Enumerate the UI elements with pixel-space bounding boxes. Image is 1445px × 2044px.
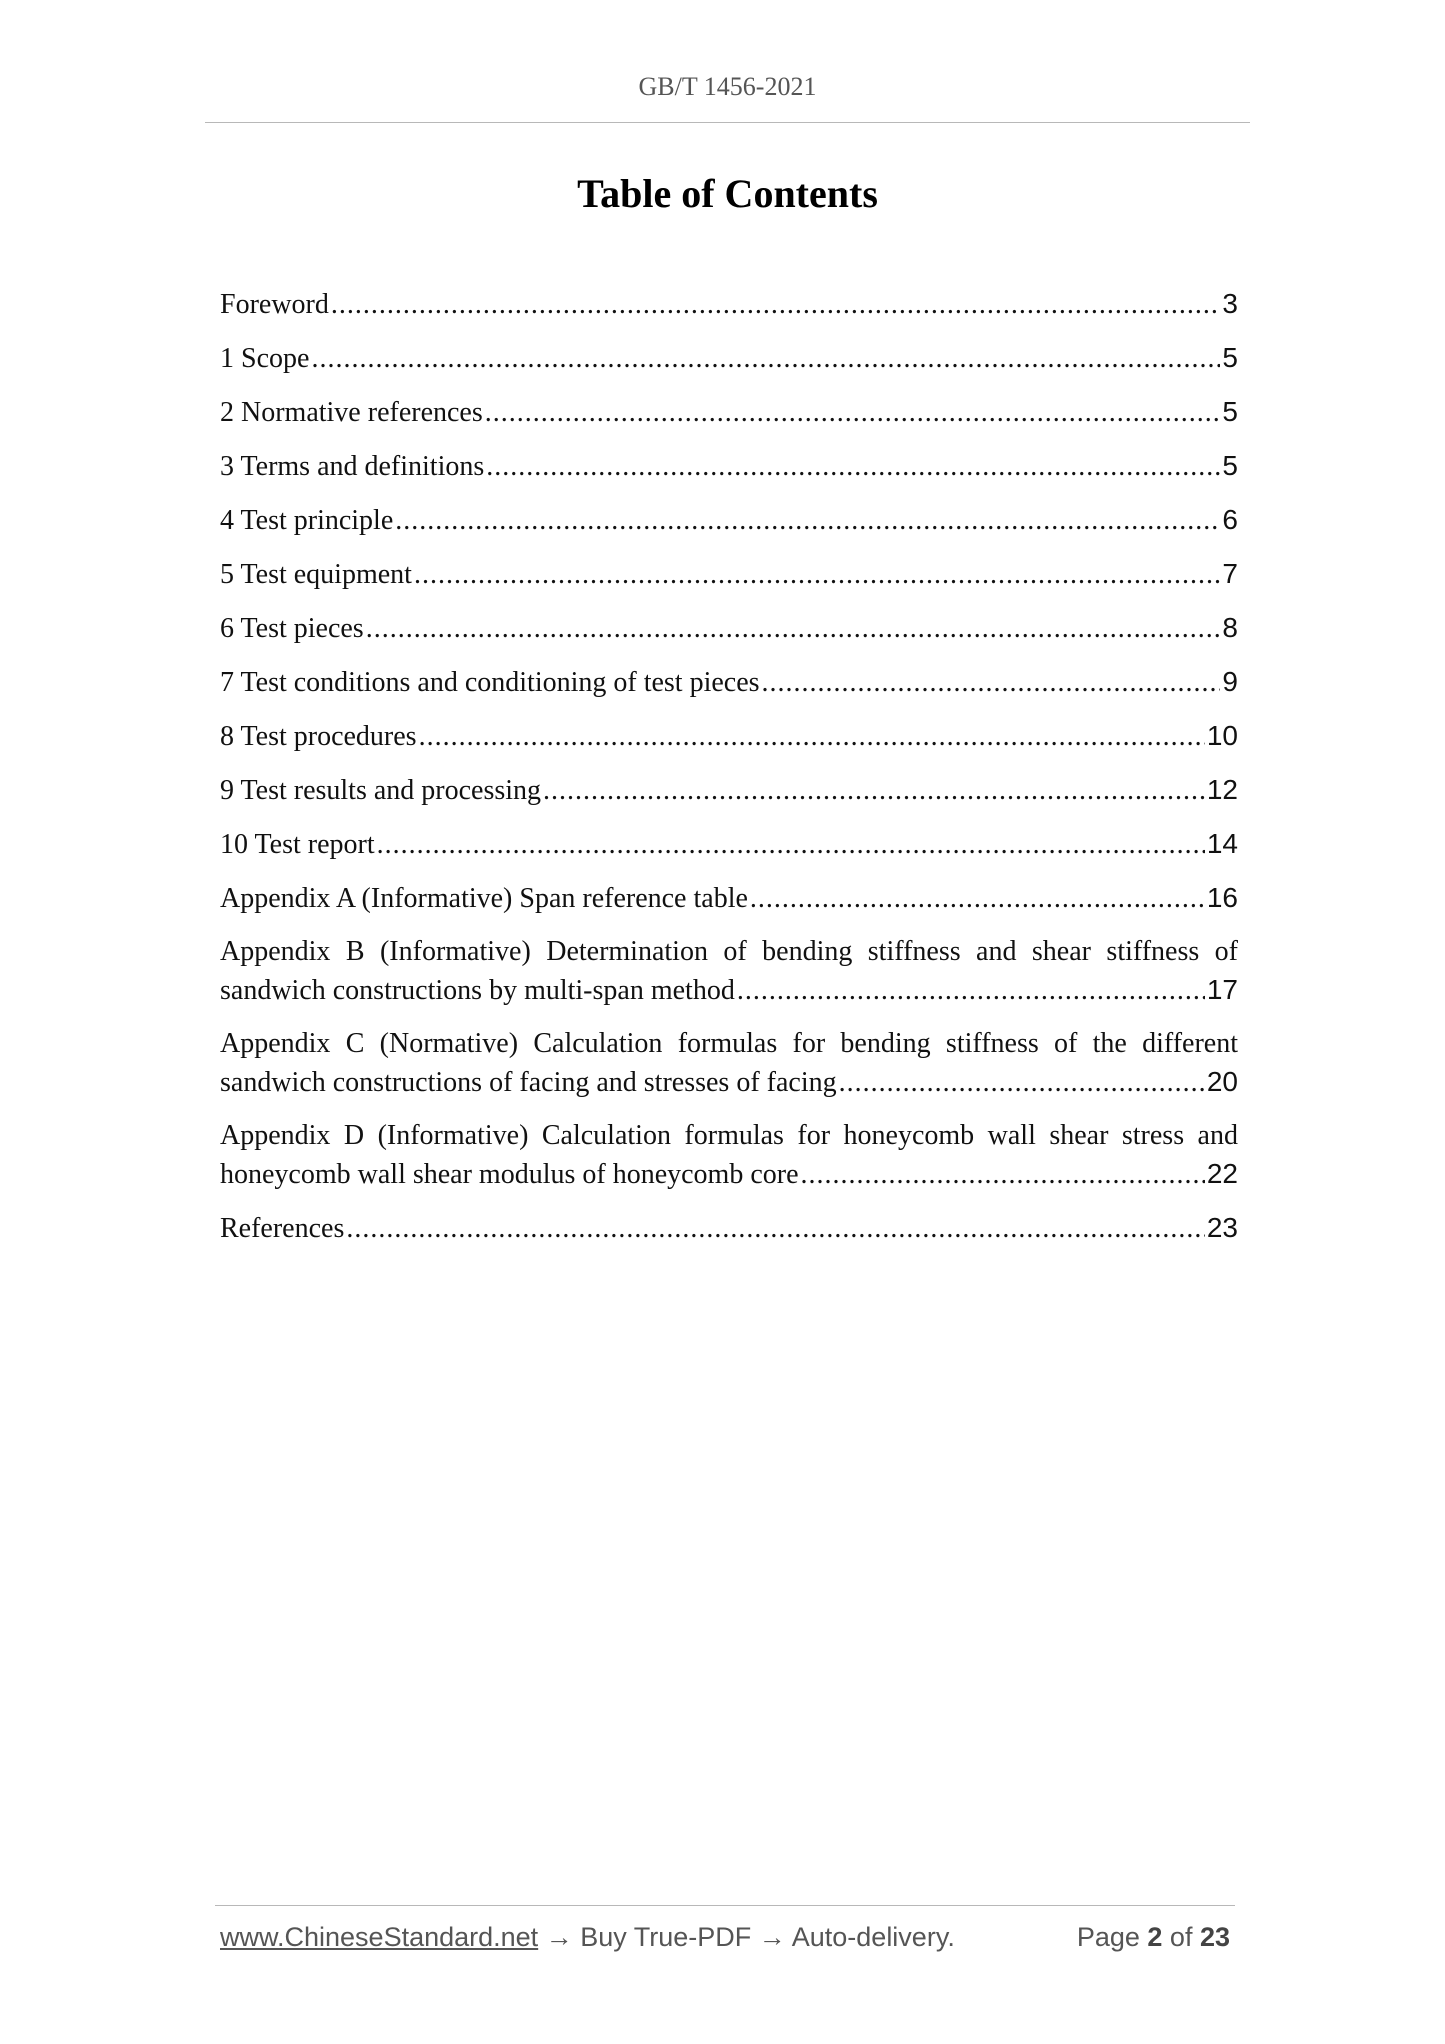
toc-entry-label: 5 Test equipment (220, 559, 412, 590)
toc-entry-label: Appendix A (Informative) Span reference table (220, 883, 748, 914)
toc-leader-dots (485, 394, 1221, 432)
toc-leader-dots (801, 1156, 1205, 1194)
document-header: GB/T 1456-2021 (638, 72, 817, 101)
toc-entry-test-pieces[interactable] (220, 609, 1238, 648)
toc-entry-foreword[interactable] (220, 285, 1238, 324)
toc-entry-label: sandwich constructions by multi-span method (220, 975, 735, 1006)
toc-page-number: 3 (1222, 288, 1238, 319)
toc-leader-dots (543, 772, 1205, 810)
toc-page-number: 5 (1222, 342, 1238, 373)
toc-entry-label: 7 Test conditions and conditioning of test pieces (220, 667, 760, 698)
toc-entry-appendix-b[interactable] (220, 933, 1238, 1010)
toc-leader-dots (395, 502, 1220, 540)
toc-entry-label: 8 Test procedures (220, 721, 417, 752)
toc-entry-terms-definitions[interactable] (220, 447, 1238, 486)
toc-leader-dots (486, 448, 1220, 486)
toc-entry-test-results[interactable] (220, 771, 1238, 810)
toc-entry-test-procedures[interactable] (220, 717, 1238, 756)
toc-entry-appendix-c[interactable] (220, 1025, 1238, 1102)
toc-entry-label: 6 Test pieces (220, 613, 364, 644)
toc-entry-label: 9 Test results and processing (220, 775, 542, 806)
toc-entry-label: Foreword (220, 289, 329, 320)
page-indicator (1077, 1922, 1230, 1953)
toc-entry-label: 10 Test report (220, 829, 375, 860)
toc-entry-test-conditions[interactable] (220, 663, 1238, 702)
header-divider (205, 122, 1250, 123)
current-page-number: 2 (1147, 1922, 1163, 1952)
toc-page-number: 8 (1222, 612, 1238, 643)
toc-entry-label-line1: Appendix B (Informative) Determination of bending stiffness and shear stiffness of (220, 936, 1238, 967)
toc-entry-label: References (220, 1213, 345, 1244)
toc-entry-label: 1 Scope (220, 343, 310, 374)
toc-page-number: 10 (1206, 720, 1238, 751)
toc-leader-dots (419, 718, 1205, 756)
toc-entry-scope[interactable] (220, 339, 1238, 378)
toc-entry-label: sandwich constructions of facing and stresses of facing (220, 1067, 837, 1098)
page-title: Table of Contents (577, 171, 878, 216)
total-pages-number: 23 (1199, 1922, 1230, 1952)
toc-page-number: 20 (1206, 1066, 1238, 1097)
website-link[interactable]: www.ChineseStandard.net (220, 1922, 539, 1952)
footer-promo-text: → Buy True-PDF → Auto-delivery. (538, 1922, 955, 1952)
toc-entry-test-equipment[interactable] (220, 555, 1238, 594)
toc-leader-dots (311, 340, 1220, 378)
table-of-contents (220, 285, 1238, 1263)
toc-leader-dots (366, 610, 1221, 648)
toc-leader-dots (346, 1210, 1204, 1248)
toc-page-number: 22 (1206, 1158, 1238, 1189)
toc-page-number: 9 (1222, 666, 1238, 697)
toc-entry-label: 3 Terms and definitions (220, 451, 485, 482)
toc-entry-references[interactable] (220, 1209, 1238, 1248)
toc-page-number: 5 (1222, 450, 1238, 481)
toc-page-number: 14 (1206, 828, 1238, 859)
toc-page-number: 6 (1222, 504, 1238, 535)
page-footer (220, 1922, 1230, 1953)
toc-leader-dots (762, 664, 1221, 702)
toc-page-number: 23 (1206, 1212, 1238, 1243)
toc-entry-label-line1: Appendix D (Informative) Calculation formulas for honeycomb wall shear stress and (220, 1120, 1238, 1151)
toc-page-number: 7 (1222, 558, 1238, 589)
footer-promo (220, 1922, 955, 1953)
toc-entry-appendix-d[interactable] (220, 1117, 1238, 1194)
toc-leader-dots (839, 1064, 1205, 1102)
toc-entry-label: 4 Test principle (220, 505, 394, 536)
toc-entry-appendix-a[interactable] (220, 879, 1238, 918)
toc-entry-label-line1: Appendix C (Normative) Calculation formulas for bending stiffness of the different (220, 1028, 1238, 1059)
footer-divider (215, 1905, 1235, 1906)
toc-page-number: 16 (1206, 882, 1238, 913)
toc-leader-dots (377, 826, 1205, 864)
toc-page-number: 17 (1206, 974, 1238, 1005)
toc-entry-test-report[interactable] (220, 825, 1238, 864)
toc-leader-dots (737, 972, 1205, 1010)
toc-leader-dots (750, 880, 1205, 918)
toc-page-number: 5 (1222, 396, 1238, 427)
toc-leader-dots (414, 556, 1220, 594)
toc-entry-normative-references[interactable] (220, 393, 1238, 432)
toc-entry-label: honeycomb wall shear modulus of honeycomb core (220, 1159, 799, 1190)
of-word: of (1162, 1922, 1200, 1952)
toc-leader-dots (331, 286, 1221, 324)
toc-page-number: 12 (1206, 774, 1238, 805)
page-word: Page (1076, 1922, 1148, 1952)
toc-entry-test-principle[interactable] (220, 501, 1238, 540)
toc-entry-label: 2 Normative references (220, 397, 483, 428)
